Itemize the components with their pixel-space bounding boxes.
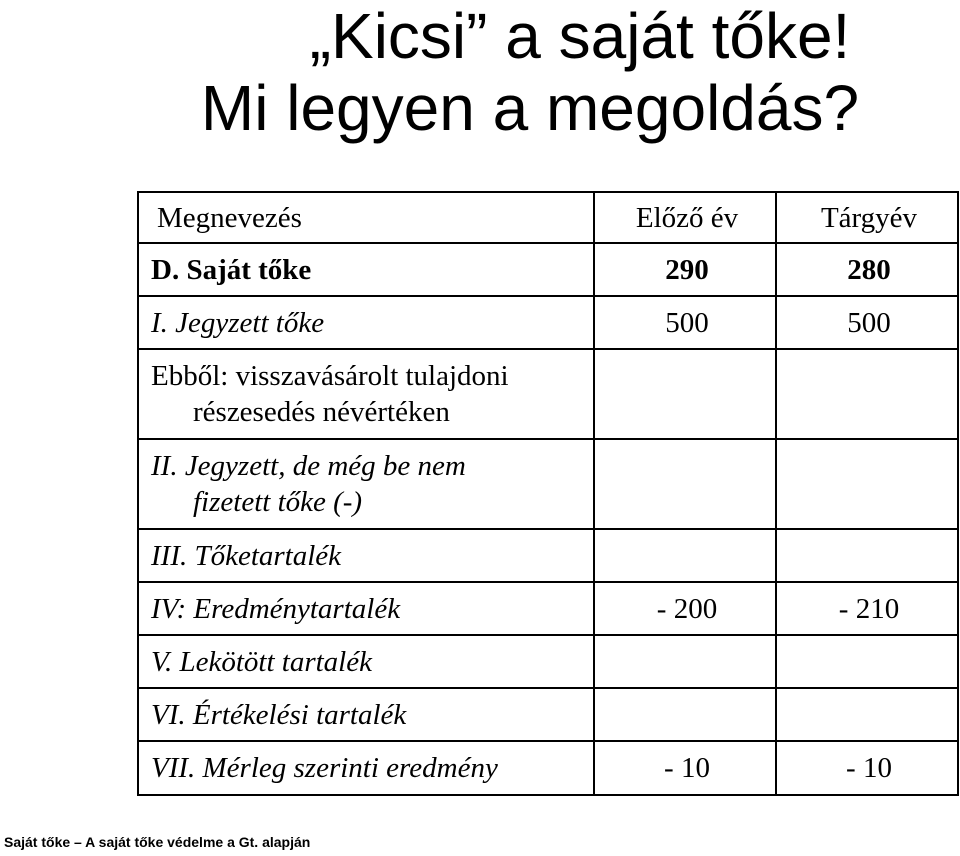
row-name-cell: VII. Mérleg szerinti eredmény [138,741,594,795]
row-name-cell: V. Lekötött tartalék [138,635,594,688]
equity-table [137,191,959,796]
row-previous-value: 290 [594,243,776,296]
table-row [138,349,958,439]
header-current-year-cell: Tárgyév [776,192,958,243]
row-name-cell: III. Tőketartalék [138,529,594,582]
row-current-value [776,349,958,439]
table-row [138,296,958,349]
row-previous-value [594,635,776,688]
row-name-cell: D. Saját tőke [138,243,594,296]
row-previous-value [594,349,776,439]
slide-title-line-2: Mi legyen a megoldás? [200,72,860,144]
row-previous-value [594,529,776,582]
table-row [138,741,958,795]
row-name-line: Ebből: visszavásárolt tulajdoni [151,360,509,392]
row-previous-value: - 10 [594,741,776,795]
row-current-value [776,688,958,741]
row-current-value [776,439,958,529]
table-row [138,582,958,635]
row-current-value: - 10 [776,741,958,795]
row-name-line: fizetett tőke (-) [193,486,363,518]
row-current-value: - 210 [776,582,958,635]
row-previous-value [594,439,776,529]
row-current-value: 500 [776,296,958,349]
slide-title [0,0,960,144]
row-name-cell: IV: Eredménytartalék [138,582,594,635]
row-previous-value: - 200 [594,582,776,635]
row-current-value: 280 [776,243,958,296]
row-name-cell: I. Jegyzett tőke [138,296,594,349]
row-previous-value [594,688,776,741]
table-row [138,635,958,688]
row-name-line: II. Jegyzett, de még be nem [151,450,466,482]
slide-footer: Saját tőke – A saját tőke védelme a Gt. alapján [4,834,311,850]
row-name-cell [138,349,594,439]
table-row [138,439,958,529]
table-header-row [138,192,958,243]
table-row [138,243,958,296]
header-previous-year-cell: Előző év [594,192,776,243]
row-name-cell [138,439,594,529]
slide-title-line-1: „Kicsi” a saját tőke! [309,0,851,72]
row-current-value [776,635,958,688]
table-row [138,529,958,582]
row-name-cell: VI. Értékelési tartalék [138,688,594,741]
row-previous-value: 500 [594,296,776,349]
row-name-line: részesedés névértéken [193,396,450,428]
table-row [138,688,958,741]
header-name-cell: Megnevezés [138,192,594,243]
row-current-value [776,529,958,582]
